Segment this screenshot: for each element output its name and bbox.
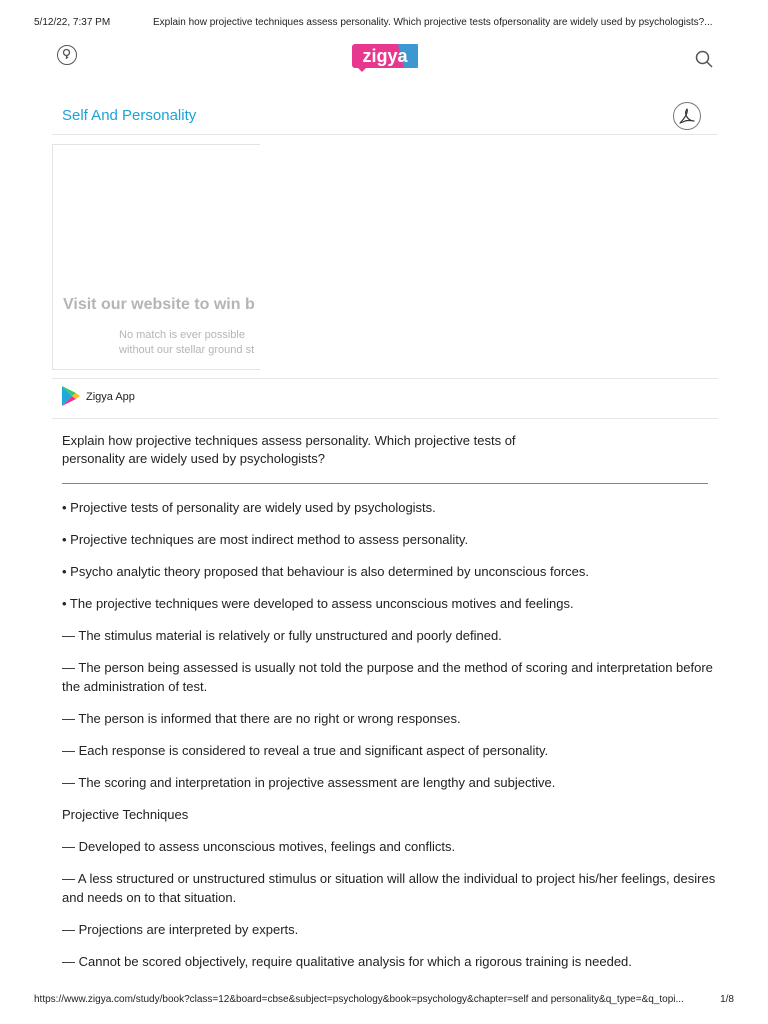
logo-text: zigya [362, 46, 408, 66]
print-datetime: 5/12/22, 7:37 PM [34, 17, 111, 28]
answer-paragraph: • Projective tests of personality are widely used by psychologists. [62, 500, 436, 515]
pdf-icon[interactable] [673, 102, 701, 130]
page-number: 1/8 [720, 994, 734, 1005]
ad-banner[interactable] [52, 144, 260, 370]
print-page-title: Explain how projective techniques assess personality. Which projective tests ofpersonality are widely used by psychologists?... [153, 17, 713, 28]
subject-title[interactable]: Self And Personality [62, 107, 197, 124]
answer-paragraph: • The projective techniques were developed to assess unconscious motives and feelings. [62, 596, 574, 611]
answer-paragraph: — The person being assessed is usually not told the purpose and the method of scoring and interpretation before the administration of test. [62, 660, 713, 694]
question-line: personality are widely used by psychologists? [62, 451, 326, 466]
question-line: Explain how projective techniques assess personality. Which projective tests of [62, 433, 516, 448]
divider [52, 418, 718, 419]
answer-paragraph: — The person is informed that there are no right or wrong responses. [62, 711, 461, 726]
answer-paragraph: • Projective techniques are most indirect method to assess personality. [62, 532, 469, 547]
section-heading: Projective Techniques [62, 807, 189, 822]
zigya-logo[interactable] [352, 44, 418, 72]
answer-paragraph: • Psycho analytic theory proposed that behaviour is also determined by unconscious forces. [62, 564, 590, 579]
answer-paragraph: — Developed to assess unconscious motives, feelings and conflicts. [62, 839, 456, 854]
answer-paragraph: — A less structured or unstructured stimulus or situation will allow the individual to project his/her feelings, desires and needs on to that situation. [62, 871, 716, 905]
search-icon[interactable] [695, 50, 713, 68]
divider [52, 134, 718, 135]
print-url: https://www.zigya.com/study/book?class=12&board=cbse&subject=psychology&book=psychology&chapter=self and personality&q_type=&q_topi... [34, 994, 684, 1005]
app-link-label: Zigya App [86, 391, 135, 403]
google-play-icon [62, 386, 80, 406]
question-text [62, 432, 562, 468]
ad-headline: Visit our website to win b [63, 296, 255, 313]
divider [52, 378, 718, 379]
answer-paragraph: — Each response is considered to reveal a true and significant aspect of personality. [62, 743, 549, 758]
answer-paragraph: — Projections are interpreted by experts. [62, 922, 299, 937]
answer-paragraph: — Cannot be scored objectively, require qualitative analysis for which a rigorous training is needed. [62, 954, 632, 969]
answer-paragraph: — The stimulus material is relatively or fully unstructured and poorly defined. [62, 628, 502, 643]
ad-text-line: without our stellar ground st [119, 344, 255, 356]
answer-paragraph: — The scoring and interpretation in projective assessment are lengthy and subjective. [62, 775, 556, 790]
lightbulb-icon[interactable] [57, 45, 77, 65]
question-divider [62, 483, 708, 484]
ad-text-line: No match is ever possible [119, 329, 245, 341]
